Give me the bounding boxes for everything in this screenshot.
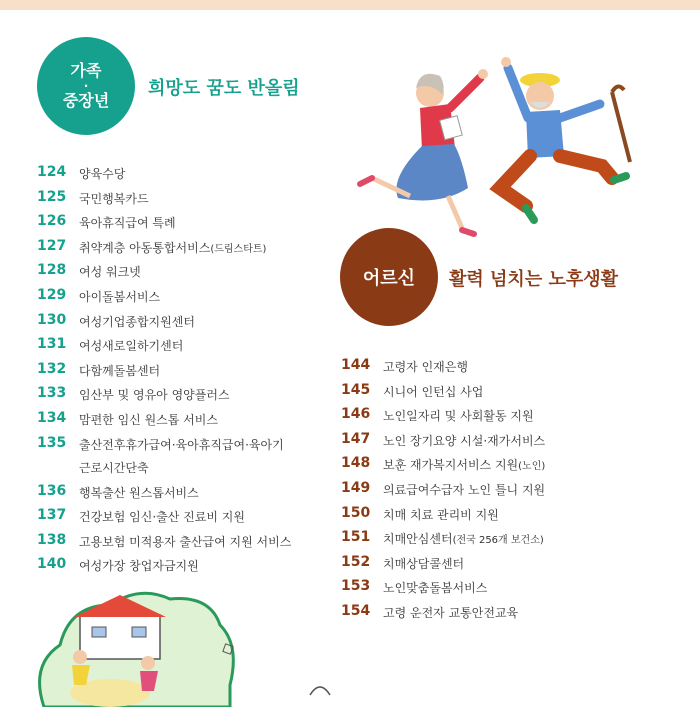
item-note: (드림스타트)	[210, 243, 267, 255]
item-label: 고령자 인재은행	[383, 360, 468, 374]
list-item[interactable]	[37, 336, 327, 361]
list-item[interactable]	[37, 312, 327, 337]
list-item[interactable]	[37, 556, 327, 581]
list-item[interactable]	[37, 435, 327, 483]
page-number: 146	[341, 406, 371, 423]
family-section-title: 희망도 꿈도 반올림	[148, 78, 300, 99]
list-item[interactable]	[37, 287, 327, 312]
item-label: 고령 운전자 교통안전교육	[383, 605, 519, 620]
item-label: 출산전후휴가급여·육아휴직급여·육아기	[79, 437, 284, 452]
list-item[interactable]	[37, 164, 327, 189]
badge-line1: 가족	[70, 61, 102, 80]
list-item[interactable]	[37, 507, 327, 532]
page-number: 128	[37, 262, 67, 279]
item-label-continued: 근로시간단축	[79, 460, 149, 475]
list-item[interactable]	[37, 361, 327, 386]
family-service-list	[37, 164, 327, 581]
page-number: 148	[341, 455, 371, 472]
page-number: 140	[37, 556, 67, 573]
item-label: 고용보험 미적용자 출산급여 지원 서비스	[79, 534, 292, 549]
badge-dot: ·	[83, 79, 89, 93]
item-label: 다함께돌봄센터	[79, 363, 161, 378]
list-item[interactable]	[341, 357, 661, 382]
list-item[interactable]	[37, 262, 327, 287]
item-label: 치매상담콜센터	[383, 556, 465, 571]
item-label: 보훈 재가복지서비스 지원	[383, 458, 519, 473]
page-number: 130	[37, 311, 67, 328]
item-label: 임산부 및 영유아 영양플러스	[79, 388, 230, 403]
list-item[interactable]	[341, 529, 661, 554]
page-number: 149	[341, 479, 371, 496]
list-item[interactable]	[37, 483, 327, 508]
list-item[interactable]	[341, 578, 661, 603]
page-number: 124	[37, 164, 67, 180]
page-number: 151	[341, 529, 371, 546]
item-label: 육아휴직급여 특례	[79, 216, 176, 231]
page-number: 129	[37, 286, 67, 303]
item-label: 치매안심센터	[383, 532, 453, 547]
page-number: 136	[37, 482, 67, 499]
page-number: 134	[37, 409, 67, 426]
list-item[interactable]	[341, 406, 661, 431]
badge-line2: 중장년	[62, 91, 110, 110]
list-item[interactable]	[37, 385, 327, 410]
item-label: 노인맞춤돌봄서비스	[383, 581, 488, 596]
page-number: 154	[341, 602, 371, 619]
item-label: 맘편한 임신 원스톱 서비스	[79, 412, 218, 427]
page-number: 126	[37, 213, 67, 230]
senior-section-title: 활력 넘치는 노후생활	[449, 269, 619, 290]
dancing-seniors-illustration	[350, 38, 640, 248]
list-item[interactable]	[37, 213, 327, 238]
top-band	[0, 0, 700, 10]
list-item[interactable]	[341, 505, 661, 530]
item-label: 여성가장 창업자금지원	[79, 559, 199, 574]
senior-service-list	[341, 357, 661, 628]
page-number: 150	[341, 504, 371, 521]
item-note: (노인)	[518, 461, 546, 473]
item-label: 여성 워크넷	[79, 265, 141, 280]
list-item[interactable]	[37, 410, 327, 435]
item-label: 국민행복카드	[79, 191, 149, 206]
list-item[interactable]	[37, 532, 327, 557]
list-item[interactable]	[341, 455, 661, 480]
page-number: 152	[341, 553, 371, 570]
family-section-badge	[37, 37, 135, 135]
children-playing-illustration	[30, 585, 370, 707]
page-number: 153	[341, 578, 371, 595]
page-number: 138	[37, 531, 67, 548]
senior-section-badge: 어르신	[340, 228, 438, 326]
item-label: 여성새로일하기센터	[79, 339, 184, 354]
item-label: 시니어 인턴십 사업	[383, 384, 484, 399]
page-number: 133	[37, 385, 67, 402]
list-item[interactable]	[341, 431, 661, 456]
item-label: 치매 치료 관리비 지원	[383, 507, 499, 522]
item-label: 행복출산 원스톱서비스	[79, 485, 199, 500]
list-item[interactable]	[341, 554, 661, 579]
item-label: 노인 장기요양 시설·재가서비스	[383, 433, 546, 448]
item-label: 노인일자리 및 사회활동 지원	[383, 409, 534, 424]
list-item[interactable]	[37, 189, 327, 214]
page-number: 135	[37, 434, 67, 451]
item-label: 의료급여수급자 노인 틀니 지원	[383, 482, 546, 497]
page-number: 127	[37, 237, 67, 254]
item-label: 아이돌봄서비스	[79, 289, 161, 304]
item-note: (전국 256개 보건소)	[452, 535, 544, 547]
item-label: 여성기업종합지원센터	[79, 314, 195, 329]
item-label: 건강보험 임신·출산 진료비 지원	[79, 510, 245, 525]
page-number: 137	[37, 507, 67, 524]
list-item[interactable]	[37, 238, 327, 263]
item-label: 양육수당	[79, 167, 126, 181]
page-number: 145	[341, 381, 371, 398]
page-number: 144	[341, 357, 371, 373]
page-number: 147	[341, 430, 371, 447]
list-item[interactable]	[341, 480, 661, 505]
list-item[interactable]	[341, 382, 661, 407]
page-number: 125	[37, 188, 67, 205]
item-label: 취약계층 아동통합서비스	[79, 240, 211, 255]
page-number: 131	[37, 336, 67, 353]
list-item[interactable]	[341, 603, 661, 628]
page-number: 132	[37, 360, 67, 377]
